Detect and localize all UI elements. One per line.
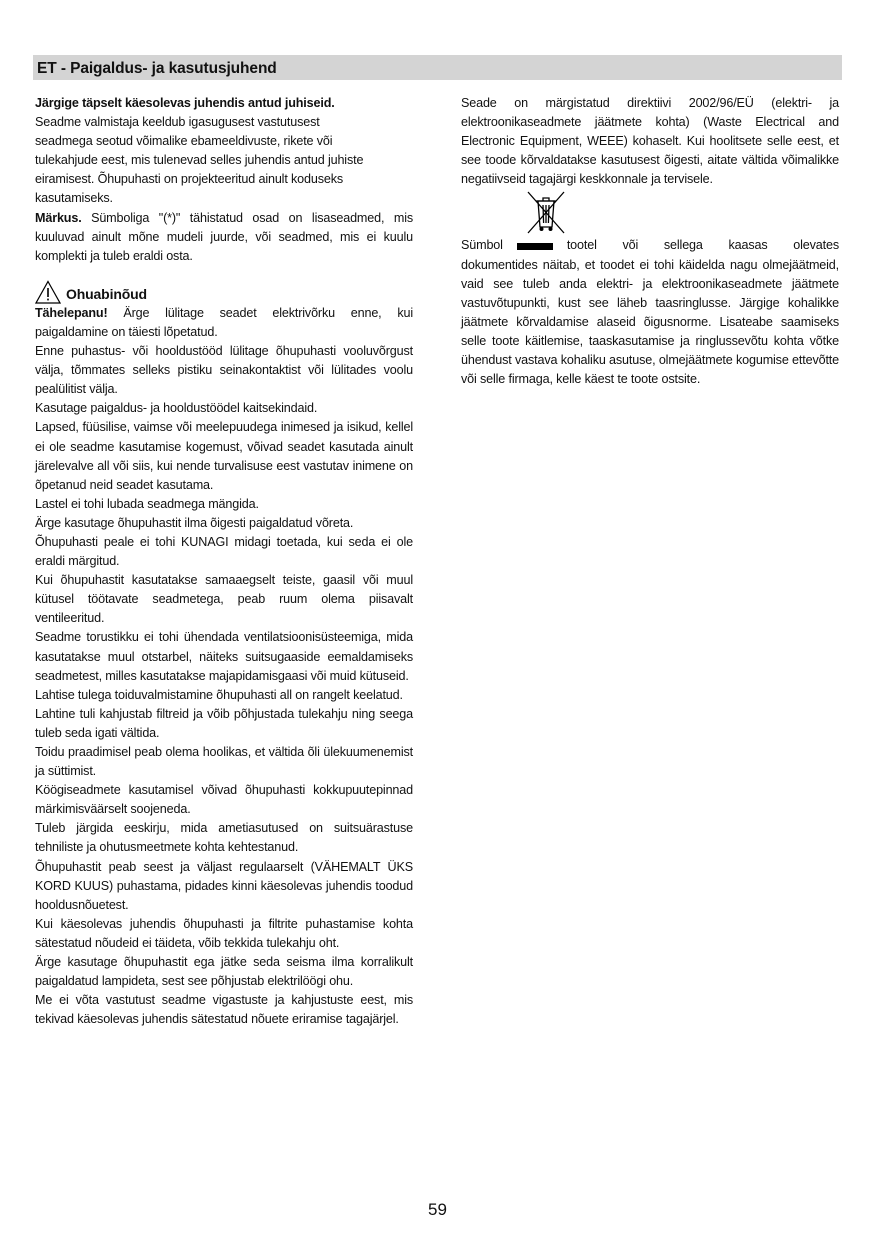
safety-paragraph: Õhupuhasti peale ei tohi KUNAGI midagi toetada, kui seda ei ole eraldi märgitud. — [35, 534, 413, 569]
safety-paragraph: Lahtise tulega toiduvalmistamine õhupuhasti all on rangelt keelatud. — [35, 687, 403, 702]
intro-heading: Järgige täpselt käesolevas juhendis antud juhiseid. — [35, 96, 335, 110]
section-header — [33, 55, 842, 80]
page-number: 59 — [428, 1200, 447, 1219]
symbol-word: Sümbol — [461, 238, 503, 253]
attention-text: Ärge lülitage seadet elektrivõrku enne, kui paigaldamine on täiesti lõpetatud. — [35, 305, 413, 339]
warning-heading — [35, 276, 413, 304]
safety-paragraph: Lapsed, füüsilise, vaimse või meelepuudega inimesed ja isikud, kellel ei ole seadme kasutamise kogemust, võivad seadet kasutada ainult järelevalve all või siis, kui nende turvalisuse eest vastutav inimene on õpetanud neid seadet kasutama. — [35, 420, 413, 492]
note-label: Märkus. — [35, 210, 82, 225]
safety-paragraph: Seadme torustikku ei tohi ühendada ventilatsioonisüsteemiga, mida kasutatakse muul otstarbel, näiteks suitsugaaside eemaldamiseks seadmetest, milles kasutatakse majapidamisgaasi või muid kütuseid. — [35, 630, 413, 683]
intro-line: seadmega seotud võimalike ebameeldivuste, rikete või — [35, 134, 333, 149]
intro-line: eiramisest. Õhupuhasti on projekteeritud ainult koduseks — [35, 172, 344, 187]
section-title: ET - Paigaldus- ja kasutusjuhend — [37, 60, 277, 77]
safety-paragraph: Kasutage paigaldus- ja hooldustöödel kaitsekindaid. — [35, 401, 318, 416]
right-column — [461, 94, 839, 389]
safety-paragraph: Tuleb järgida eeskirju, mida ametiasutused on suitsuärastuse tehniliste ja ohutusmeetmete kohta kehtestanud. — [35, 821, 413, 855]
left-column — [35, 94, 413, 1029]
safety-paragraph: Ärge kasutage õhupuhastit ilma õigesti paigaldatud võreta. — [35, 515, 354, 530]
safety-paragraph: Lahtine tuli kahjustab filtreid ja võib põhjustada tulekahju ning seega tuleb seda igati vältida. — [35, 706, 413, 740]
symbol-rest: tootel või sellega kaasas olevates — [566, 238, 839, 253]
safety-paragraph: Toidu praadimisel peab olema hoolikas, et vältida õli ülekuumenemist ja süttimist. — [35, 745, 413, 779]
note-text: Sümboliga "(*)" tähistatud osad on lisaseadmed, mis kuuluvad ainult mõne mudeli juurde, või seadmed, mis ei kuulu komplekti ja tuleb eraldi osta. — [35, 210, 413, 263]
symbol-paragraph: dokumentides näitab, et toodet ei tohi käidelda nagu olmejäätmeid, vaid see tuleb anda elektri- ja elektroonikaseadmete jäätmete vastuvõtupunkti, kust see läheb taasringlusse. Järgige kohalikke jäätmete kõrvaldamise alaseid õigusnorme. Lisateabe saamiseks selle toote käitlemise, taaskasutamise ja ringlussevõtu kohta võtke ühendust vastava kohaliku asutuse, olmejäätmete kogumise ettevõtte või selle firmaga, kelle käest te toote ostsite. — [461, 257, 839, 387]
weee-paragraph: Seade on märgistatud direktiivi 2002/96/EÜ (elektri- ja elektroonikaseadmete jäätmete kohta) (Waste Electrical and Electronic Equipment, WEEE) kohaselt. Kui hoolitsete selle eest, et see toode kõrvaldatakse kasutusest õigesti, aitate vältida võimalikke negatiivseid tagajärgi keskkonnale ja tervisele. — [461, 96, 839, 187]
intro-line: kasutamiseks. — [35, 191, 113, 206]
safety-paragraph: Ärge kasutage õhupuhastit ega jätke seda seisma ilma korralikult paigaldatud lampideta, sest see põhjustab elektrilöögi ohu. — [35, 955, 413, 989]
safety-paragraph: Kui õhupuhastit kasutatakse samaaegselt teiste, gaasil või muul kütusel töötavate seadmetega, peab ruum olema piisavalt ventileeritud. — [35, 573, 413, 626]
attention-label: Tähelepanu! — [35, 305, 108, 320]
safety-paragraph: Lastel ei tohi lubada seadmega mängida. — [35, 496, 259, 511]
symbol-line — [461, 236, 839, 255]
attention-paragraph — [35, 304, 413, 342]
safety-paragraph: Õhupuhastit peab seest ja väljast regulaarselt (VÄHEMALT ÜKS KORD KUUS) puhastama, pidades kinni käesolevas juhendis toodud hooldusnõuetest. — [35, 859, 413, 912]
crossed-out-bin-icon — [524, 189, 568, 235]
warning-triangle-icon — [35, 280, 61, 304]
safety-paragraph: Enne puhastus- või hooldustööd lülitage õhupuhasti vooluvõrgust välja, tõmmates selleks pistiku seinakontaktist või lülitades voolu pealülitist välja. — [35, 344, 413, 397]
note-paragraph — [35, 209, 413, 266]
warning-heading-text: Ohuabinõud — [66, 285, 147, 302]
intro-line: Seadme valmistaja keeldub igasugusest vastutusest — [35, 115, 320, 130]
safety-paragraph: Me ei võta vastutust seadme vigastuste ja kahjustuste eest, mis tekivad käesolevas juhendis sätestatud nõuete eriramise tagajärjel. — [35, 993, 413, 1027]
safety-paragraph: Köögiseadmete kasutamisel võivad õhupuhasti kokkupuutepinnad märkimisväärselt soojeneda. — [35, 783, 413, 817]
black-bar-symbol — [517, 243, 553, 250]
intro-line: tulekahjude eest, mis tulenevad selles juhendis antud juhiste — [35, 153, 364, 168]
safety-paragraph: Kui käesolevas juhendis õhupuhasti ja filtrite puhastamise kohta sätestatud nõudeid ei täideta, võib tekkida tulekahju oht. — [35, 916, 413, 950]
